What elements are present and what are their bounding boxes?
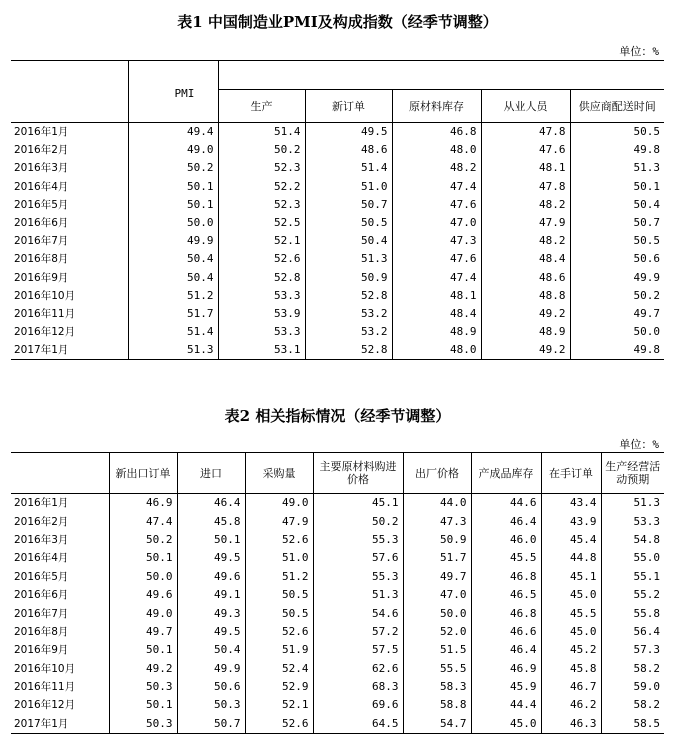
- pmi-header: PMI: [128, 61, 218, 123]
- table-cell: 49.1: [177, 586, 245, 604]
- table-cell: 50.9: [305, 269, 392, 287]
- table-cell: 49.9: [177, 660, 245, 678]
- table-cell: 50.3: [109, 678, 177, 696]
- table-cell: 49.3: [177, 604, 245, 622]
- table-cell: 50.4: [128, 250, 218, 268]
- table-row: [11, 123, 664, 142]
- table-cell: 48.1: [392, 287, 481, 305]
- table-cell: 46.3: [541, 715, 601, 734]
- table-row: [11, 323, 664, 341]
- table-cell: 47.8: [481, 123, 570, 142]
- table-cell: 50.5: [570, 232, 664, 250]
- table-cell: 48.2: [481, 232, 570, 250]
- table-row: [11, 159, 664, 177]
- table-cell: 58.2: [601, 696, 664, 714]
- table-cell: 52.8: [305, 287, 392, 305]
- table-cell: 44.6: [471, 494, 541, 513]
- pmi-table: [11, 60, 664, 360]
- row-month-label: 2016年10月: [14, 662, 76, 675]
- table-cell: 52.2: [218, 178, 305, 196]
- table-cell: 50.3: [177, 696, 245, 714]
- table-cell: 50.0: [403, 604, 471, 622]
- table-cell: 48.2: [481, 196, 570, 214]
- header-output-prices: 出厂价格: [403, 453, 471, 494]
- table-cell: 47.0: [403, 586, 471, 604]
- table-row: [11, 341, 664, 360]
- table-cell: 46.6: [471, 623, 541, 641]
- table-cell: 59.0: [601, 678, 664, 696]
- table-cell: 49.0: [245, 494, 313, 513]
- table-cell: 51.2: [245, 568, 313, 586]
- table-cell: 53.3: [601, 512, 664, 530]
- table-cell: 52.9: [245, 678, 313, 696]
- table-cell: 58.3: [403, 678, 471, 696]
- table-cell: 64.5: [313, 715, 403, 734]
- table-cell: 53.3: [218, 287, 305, 305]
- table-cell: 43.4: [541, 494, 601, 513]
- table-cell: 52.8: [305, 341, 392, 360]
- row-month-label: 2016年3月: [14, 162, 69, 175]
- table-cell: 50.4: [177, 641, 245, 659]
- table-row: [11, 232, 664, 250]
- row-month-label: 2016年3月: [14, 533, 69, 546]
- table-cell: 48.0: [392, 141, 481, 159]
- table-cell: 49.2: [481, 341, 570, 360]
- table-cell: 57.5: [313, 641, 403, 659]
- table-cell: 45.1: [313, 494, 403, 513]
- table-cell: 52.1: [245, 696, 313, 714]
- table-cell: 44.8: [541, 549, 601, 567]
- table-cell: 46.9: [109, 494, 177, 513]
- row-month-label: 2016年7月: [14, 607, 69, 620]
- table-cell: 51.4: [305, 159, 392, 177]
- table-row: [11, 660, 664, 678]
- table-cell: 49.4: [128, 123, 218, 142]
- related-indicators-table: [11, 452, 664, 734]
- table-cell: 48.8: [481, 287, 570, 305]
- table-cell: 50.4: [128, 269, 218, 287]
- table-row: [11, 623, 664, 641]
- table-cell: 49.0: [109, 604, 177, 622]
- table-cell: 54.6: [313, 604, 403, 622]
- table-cell: 49.2: [109, 660, 177, 678]
- row-month-label: 2016年1月: [11, 494, 109, 513]
- table-cell: 44.4: [471, 696, 541, 714]
- table-cell: 50.6: [177, 678, 245, 696]
- table-cell: 52.6: [245, 531, 313, 549]
- table-cell: 50.7: [570, 214, 664, 232]
- table1-group-header: [218, 61, 664, 90]
- table-cell: 50.5: [245, 586, 313, 604]
- table2-body: [11, 494, 664, 734]
- table-cell: 51.3: [128, 341, 218, 360]
- table-cell: 54.8: [601, 531, 664, 549]
- table-cell: 51.5: [403, 641, 471, 659]
- table-cell: 46.0: [471, 531, 541, 549]
- table-cell: 50.7: [177, 715, 245, 734]
- row-month-label: 2016年6月: [14, 217, 69, 230]
- table-cell: 46.4: [471, 512, 541, 530]
- header-supplier-delivery: 供应商配送时间: [570, 90, 664, 123]
- table-cell: 51.2: [128, 287, 218, 305]
- table-row: [11, 586, 664, 604]
- table-cell: 46.2: [541, 696, 601, 714]
- table-cell: 52.6: [218, 250, 305, 268]
- table-cell: 50.5: [305, 214, 392, 232]
- table-cell: 54.7: [403, 715, 471, 734]
- table-cell: 50.6: [570, 250, 664, 268]
- table-cell: 57.6: [313, 549, 403, 567]
- table-cell: 53.9: [218, 305, 305, 323]
- table-cell: 45.0: [471, 715, 541, 734]
- row-month-label: 2016年10月: [14, 289, 76, 302]
- table-cell: 50.2: [109, 531, 177, 549]
- table-cell: 44.0: [403, 494, 471, 513]
- table-row: [11, 305, 664, 323]
- table-row: [11, 568, 664, 586]
- table-row: [11, 178, 664, 196]
- row-month-label: 2017年1月: [14, 344, 69, 357]
- table-row: [11, 531, 664, 549]
- row-month-label: 2016年2月: [14, 144, 69, 157]
- table-cell: 45.8: [177, 512, 245, 530]
- table-cell: 53.1: [218, 341, 305, 360]
- table-cell: 55.1: [601, 568, 664, 586]
- table-cell: 55.0: [601, 549, 664, 567]
- table-cell: 46.8: [471, 568, 541, 586]
- table-cell: 50.4: [570, 196, 664, 214]
- table-cell: 45.9: [471, 678, 541, 696]
- row-month-label: 2016年9月: [14, 644, 69, 657]
- header-purchase-quantity: 采购量: [245, 453, 313, 494]
- row-month-label: 2016年5月: [14, 198, 69, 211]
- table-cell: 45.8: [541, 660, 601, 678]
- table-cell: 56.4: [601, 623, 664, 641]
- table-cell: 47.6: [392, 250, 481, 268]
- table-cell: 50.1: [177, 531, 245, 549]
- table-cell: 50.1: [570, 178, 664, 196]
- table-cell: 51.3: [313, 586, 403, 604]
- table-cell: 48.4: [392, 305, 481, 323]
- table-cell: 47.3: [403, 512, 471, 530]
- table-cell: 62.6: [313, 660, 403, 678]
- table-cell: 47.3: [392, 232, 481, 250]
- table-cell: 49.7: [403, 568, 471, 586]
- table-cell: 52.5: [218, 214, 305, 232]
- table-row: [11, 141, 664, 159]
- table-row: [11, 287, 664, 305]
- table-cell: 52.0: [403, 623, 471, 641]
- table-cell: 49.9: [128, 232, 218, 250]
- table-cell: 46.4: [471, 641, 541, 659]
- table-cell: 50.0: [109, 568, 177, 586]
- table-cell: 50.1: [128, 178, 218, 196]
- table-cell: 52.1: [218, 232, 305, 250]
- header-imports: 进口: [177, 453, 245, 494]
- table-cell: 46.7: [541, 678, 601, 696]
- table-cell: 48.6: [481, 269, 570, 287]
- table-cell: 51.4: [218, 123, 305, 142]
- table-cell: 48.4: [481, 250, 570, 268]
- table-cell: 51.0: [305, 178, 392, 196]
- row-month-label: 2016年11月: [14, 681, 76, 694]
- table-cell: 58.2: [601, 660, 664, 678]
- table2-title: 表2 相关指标情况（经季节调整）: [224, 407, 451, 425]
- table-cell: 52.6: [245, 715, 313, 734]
- table-row: [11, 214, 664, 232]
- table-row: [11, 641, 664, 659]
- table-cell: 49.2: [481, 305, 570, 323]
- table-cell: 53.2: [305, 323, 392, 341]
- table-cell: 45.4: [541, 531, 601, 549]
- header-backlog-orders: 在手订单: [541, 453, 601, 494]
- table-row: [11, 196, 664, 214]
- table-cell: 50.7: [305, 196, 392, 214]
- row-month-label: 2016年6月: [14, 589, 69, 602]
- table-cell: 49.5: [177, 549, 245, 567]
- header-input-prices: 主要原材料购进价格: [313, 453, 403, 494]
- row-month-label: 2016年1月: [11, 123, 128, 142]
- table-cell: 45.2: [541, 641, 601, 659]
- table-cell: 52.3: [218, 196, 305, 214]
- header-new-export-orders: 新出口订单: [109, 453, 177, 494]
- table1-unit: 单位：%: [619, 45, 659, 58]
- table-cell: 47.0: [392, 214, 481, 232]
- header-raw-material-inventory: 原材料库存: [392, 90, 481, 123]
- table-cell: 46.8: [392, 123, 481, 142]
- table-cell: 49.9: [570, 269, 664, 287]
- table-cell: 51.4: [128, 323, 218, 341]
- table-cell: 50.1: [109, 549, 177, 567]
- table-cell: 47.9: [245, 512, 313, 530]
- row-month-label: 2016年9月: [14, 271, 69, 284]
- table-cell: 47.6: [392, 196, 481, 214]
- table1-body: [11, 123, 664, 360]
- table-cell: 45.5: [541, 604, 601, 622]
- table1-title: 表1 中国制造业PMI及构成指数（经季节调整）: [177, 13, 498, 31]
- table-row: [11, 250, 664, 268]
- table-cell: 45.1: [541, 568, 601, 586]
- table-cell: 58.5: [601, 715, 664, 734]
- table-cell: 45.0: [541, 586, 601, 604]
- table-cell: 55.3: [313, 568, 403, 586]
- table-cell: 49.5: [305, 123, 392, 142]
- table-cell: 52.4: [245, 660, 313, 678]
- table-cell: 45.5: [471, 549, 541, 567]
- table-cell: 55.3: [313, 531, 403, 549]
- table-cell: 50.2: [218, 141, 305, 159]
- table-cell: 58.8: [403, 696, 471, 714]
- table-cell: 48.1: [481, 159, 570, 177]
- row-month-label: 2016年4月: [14, 552, 69, 565]
- table-cell: 57.3: [601, 641, 664, 659]
- table-cell: 49.7: [109, 623, 177, 641]
- row-month-label: 2016年12月: [14, 699, 76, 712]
- table-cell: 51.7: [128, 305, 218, 323]
- header-employment: 从业人员: [481, 90, 570, 123]
- table-cell: 55.5: [403, 660, 471, 678]
- table-cell: 47.8: [481, 178, 570, 196]
- table-cell: 46.8: [471, 604, 541, 622]
- table-cell: 48.9: [481, 323, 570, 341]
- table-cell: 49.7: [570, 305, 664, 323]
- table-cell: 51.0: [245, 549, 313, 567]
- table-cell: 49.0: [128, 141, 218, 159]
- table-cell: 49.6: [109, 586, 177, 604]
- table-row: [11, 715, 664, 734]
- table-cell: 46.9: [471, 660, 541, 678]
- table2-unit: 单位：%: [619, 438, 659, 451]
- table-row: [11, 604, 664, 622]
- row-month-label: 2016年8月: [14, 253, 69, 266]
- row-month-label: 2016年7月: [14, 235, 69, 248]
- table-cell: 52.3: [218, 159, 305, 177]
- table-row: [11, 696, 664, 714]
- table-cell: 49.6: [177, 568, 245, 586]
- row-month-label: 2016年4月: [14, 180, 69, 193]
- table-cell: 53.3: [218, 323, 305, 341]
- table-cell: 50.0: [128, 214, 218, 232]
- table-cell: 47.6: [481, 141, 570, 159]
- table-cell: 49.8: [570, 341, 664, 360]
- table-cell: 45.0: [541, 623, 601, 641]
- table-cell: 46.4: [177, 494, 245, 513]
- header-new-orders: 新订单: [305, 90, 392, 123]
- table-cell: 55.2: [601, 586, 664, 604]
- table2-corner: [11, 453, 109, 494]
- table-cell: 51.3: [305, 250, 392, 268]
- row-month-label: 2016年8月: [14, 625, 69, 638]
- table-cell: 50.1: [128, 196, 218, 214]
- table-cell: 50.1: [109, 696, 177, 714]
- row-month-label: 2016年2月: [14, 515, 69, 528]
- table-cell: 49.8: [570, 141, 664, 159]
- table1-corner: [11, 61, 128, 123]
- table-cell: 50.5: [570, 123, 664, 142]
- table-row: [11, 269, 664, 287]
- table-cell: 43.9: [541, 512, 601, 530]
- row-month-label: 2016年11月: [14, 307, 76, 320]
- row-month-label: 2016年5月: [14, 570, 69, 583]
- table-cell: 50.2: [313, 512, 403, 530]
- table-row: [11, 678, 664, 696]
- table-row: [11, 549, 664, 567]
- table-cell: 53.2: [305, 305, 392, 323]
- table-cell: 51.7: [403, 549, 471, 567]
- table-cell: 51.3: [601, 494, 664, 513]
- table-cell: 48.9: [392, 323, 481, 341]
- row-month-label: 2016年12月: [14, 326, 76, 339]
- table-cell: 50.1: [109, 641, 177, 659]
- table-cell: 47.4: [392, 269, 481, 287]
- table-cell: 57.2: [313, 623, 403, 641]
- table-cell: 51.9: [245, 641, 313, 659]
- header-production: 生产: [218, 90, 305, 123]
- table-cell: 47.9: [481, 214, 570, 232]
- header-finished-goods-inventory: 产成品库存: [471, 453, 541, 494]
- table-cell: 69.6: [313, 696, 403, 714]
- table-cell: 48.6: [305, 141, 392, 159]
- table-cell: 47.4: [109, 512, 177, 530]
- table-cell: 50.5: [245, 604, 313, 622]
- header-business-expectation: 生产经营活动预期: [601, 453, 664, 494]
- table-cell: 52.6: [245, 623, 313, 641]
- row-month-label: 2017年1月: [14, 717, 69, 730]
- table-row: [11, 494, 664, 513]
- table-cell: 50.9: [403, 531, 471, 549]
- table-cell: 48.2: [392, 159, 481, 177]
- table-cell: 46.5: [471, 586, 541, 604]
- table-cell: 47.4: [392, 178, 481, 196]
- table-cell: 68.3: [313, 678, 403, 696]
- table-cell: 50.0: [570, 323, 664, 341]
- table-cell: 50.2: [128, 159, 218, 177]
- table-cell: 50.4: [305, 232, 392, 250]
- table-cell: 51.3: [570, 159, 664, 177]
- table-cell: 50.3: [109, 715, 177, 734]
- table-cell: 50.2: [570, 287, 664, 305]
- table-row: [11, 512, 664, 530]
- table-cell: 48.0: [392, 341, 481, 360]
- table-cell: 49.5: [177, 623, 245, 641]
- table-cell: 55.8: [601, 604, 664, 622]
- table-cell: 52.8: [218, 269, 305, 287]
